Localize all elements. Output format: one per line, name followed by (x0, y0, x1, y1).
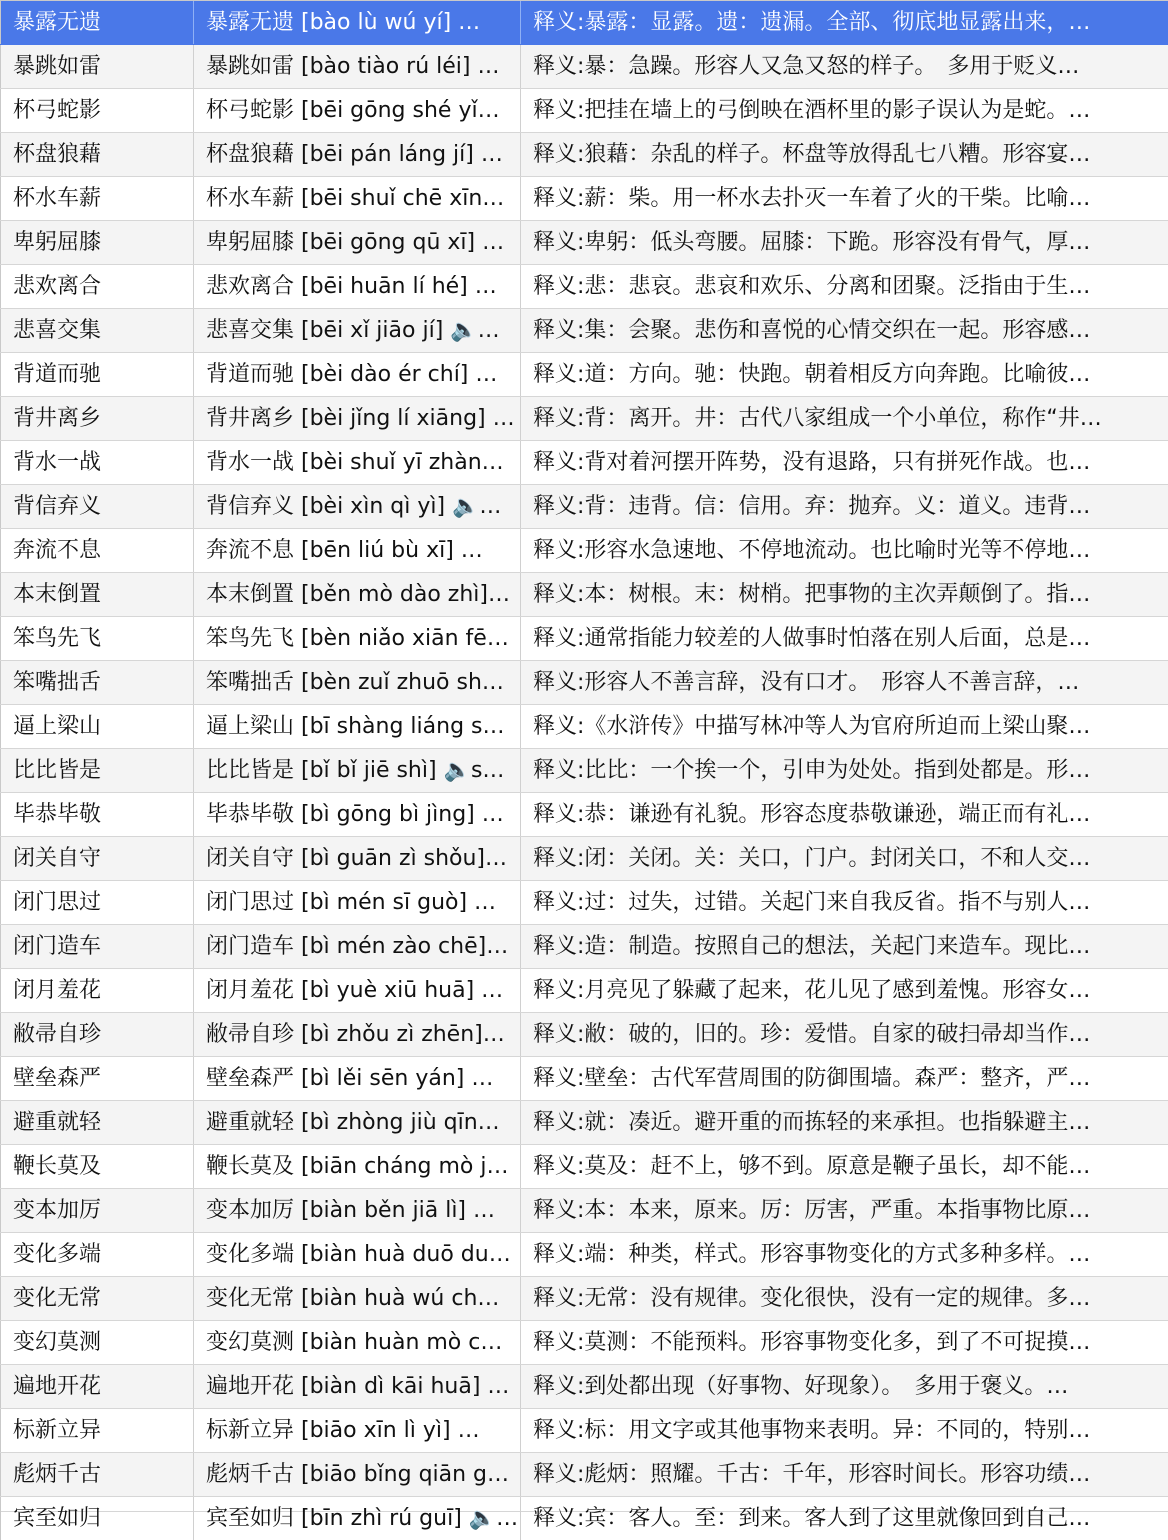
pinyin-cell: 变幻莫测 [biàn huàn mò c… (194, 1321, 521, 1364)
definition-cell: 释义:恭：谦逊有礼貌。形容态度恭敬谦逊，端正而有礼… (533, 802, 1091, 827)
definition-cell: 释义:宾：客人。至：到来。客人到了这里就像回到自己… (533, 1506, 1091, 1531)
idiom-cell: 背信弃义 (0, 485, 194, 528)
table-row[interactable] (0, 45, 1168, 89)
pinyin-cell: 本末倒置 [běn mò dào zhì]… (194, 573, 521, 616)
definition-cell: 释义:形容人不善言辞，没有口才。 形容人不善言辞，… (533, 670, 1080, 695)
pinyin-cell: 彪炳千古 [biāo bǐng qiān g… (194, 1453, 521, 1496)
definition-cell: 释义:就：凑近。避开重的而拣轻的来承担。也指躲避主… (533, 1110, 1091, 1135)
idiom-cell: 背水一战 (0, 441, 194, 484)
pinyin-cell: 悲欢离合 [bēi huān lí hé] … (194, 265, 521, 308)
pinyin-cell: 遍地开花 [biàn dì kāi huā] … (194, 1365, 521, 1408)
idiom-cell: 暴露无遗 (0, 1, 194, 44)
table-row[interactable] (0, 1057, 1168, 1101)
table-row[interactable] (0, 485, 1168, 529)
idiom-cell: 避重就轻 (0, 1101, 194, 1144)
table-row[interactable] (0, 969, 1168, 1013)
definition-cell: 释义:月亮见了躲藏了起来，花儿见了感到羞愧。形容女… (533, 978, 1091, 1003)
idiom-cell: 鞭长莫及 (0, 1145, 194, 1188)
pinyin-cell: 背井离乡 [bèi jǐng lí xiāng] … (194, 397, 521, 440)
pinyin-cell: 宾至如归 [bīn zhì rú guī] 🔈… (194, 1497, 521, 1540)
definition-cell: 释义:暴：急躁。形容人又急又怒的样子。 多用于贬义… (533, 54, 1080, 79)
pinyin-cell: 卑躬屈膝 [bēi gōng qū xī] … (194, 221, 521, 264)
table-row[interactable] (0, 1145, 1168, 1189)
idiom-cell: 笨嘴拙舌 (0, 661, 194, 704)
idiom-cell: 比比皆是 (0, 749, 194, 792)
definition-cell: 释义:悲：悲哀。悲哀和欢乐、分离和团聚。泛指由于生… (533, 274, 1091, 299)
idiom-cell: 标新立异 (0, 1409, 194, 1452)
table-row[interactable] (0, 133, 1168, 177)
table-row[interactable] (0, 617, 1168, 661)
table-row[interactable] (0, 1321, 1168, 1365)
table-row[interactable] (0, 1, 1168, 45)
pinyin-cell: 变化无常 [biàn huà wú ch… (194, 1277, 521, 1320)
idiom-cell: 闭月羞花 (0, 969, 194, 1012)
idiom-cell: 毕恭毕敬 (0, 793, 194, 836)
table-row[interactable] (0, 661, 1168, 705)
table-row[interactable] (0, 221, 1168, 265)
idiom-cell: 逼上梁山 (0, 705, 194, 748)
idiom-cell: 闭门造车 (0, 925, 194, 968)
pinyin-cell: 鞭长莫及 [biān cháng mò j… (194, 1145, 521, 1188)
pinyin-cell: 奔流不息 [bēn liú bù xī] … (194, 529, 521, 572)
definition-cell: 释义:薪：柴。用一杯水去扑灭一车着了火的干柴。比喻… (533, 186, 1091, 211)
idiom-cell: 杯弓蛇影 (0, 89, 194, 132)
idiom-cell: 宾至如归 (0, 1497, 194, 1540)
definition-cell: 释义:本：本来，原来。厉：厉害，严重。本指事物比原… (533, 1198, 1091, 1223)
pinyin-cell: 杯盘狼藉 [bēi pán láng jí] … (194, 133, 521, 176)
pinyin-cell: 避重就轻 [bì zhòng jiù qīn… (194, 1101, 521, 1144)
idiom-cell: 背道而驰 (0, 353, 194, 396)
pinyin-cell: 悲喜交集 [bēi xǐ jiāo jí] 🔈… (194, 309, 521, 352)
idiom-cell: 悲喜交集 (0, 309, 194, 352)
table-row[interactable] (0, 1409, 1168, 1453)
table-row[interactable] (0, 1365, 1168, 1409)
table-row[interactable] (0, 793, 1168, 837)
definition-cell: 释义:通常指能力较差的人做事时怕落在别人后面，总是… (533, 626, 1091, 651)
table-row[interactable] (0, 837, 1168, 881)
idiom-cell: 变化多端 (0, 1233, 194, 1276)
idiom-cell: 闭关自守 (0, 837, 194, 880)
table-row[interactable] (0, 441, 1168, 485)
definition-cell: 释义:过：过失，过错。关起门来自我反省。指不与别人… (533, 890, 1091, 915)
definition-cell: 释义:壁垒：古代军营周围的防御围墙。森严：整齐，严… (533, 1066, 1091, 1091)
pinyin-cell: 暴跳如雷 [bào tiào rú léi] … (194, 45, 521, 88)
definition-cell: 释义:《水浒传》中描写林冲等人为官府所迫而上梁山聚… (533, 714, 1091, 739)
table-row[interactable] (0, 177, 1168, 221)
definition-cell: 释义:闭：关闭。关：关口，门户。封闭关口，不和人交… (533, 846, 1091, 871)
definition-cell: 释义:敝：破的，旧的。珍：爱惜。自家的破扫帚却当作… (533, 1022, 1091, 1047)
table-row[interactable] (0, 529, 1168, 573)
idiom-cell: 敝帚自珍 (0, 1013, 194, 1056)
idiom-cell: 杯盘狼藉 (0, 133, 194, 176)
pinyin-cell: 背信弃义 [bèi xìn qì yì] 🔈… (194, 485, 521, 528)
definition-cell: 释义:背对着河摆开阵势，没有退路，只有拼死作战。也… (533, 450, 1091, 475)
pinyin-cell: 毕恭毕敬 [bì gōng bì jìng] … (194, 793, 521, 836)
idiom-cell: 笨鸟先飞 (0, 617, 194, 660)
pinyin-cell: 闭门造车 [bì mén zào chē]… (194, 925, 521, 968)
pinyin-cell: 逼上梁山 [bī shàng liáng s… (194, 705, 521, 748)
idiom-cell: 闭门思过 (0, 881, 194, 924)
idiom-cell: 变本加厉 (0, 1189, 194, 1232)
idiom-cell: 壁垒森严 (0, 1057, 194, 1100)
idiom-cell: 变化无常 (0, 1277, 194, 1320)
table-row[interactable] (0, 265, 1168, 309)
table-row[interactable] (0, 881, 1168, 925)
table-row[interactable] (0, 1497, 1168, 1531)
definition-cell: 释义:把挂在墙上的弓倒映在酒杯里的影子误认为是蛇。… (533, 98, 1091, 123)
definition-cell: 释义:卑躬：低头弯腰。屈膝：下跪。形容没有骨气，厚… (533, 230, 1091, 255)
pinyin-cell: 比比皆是 [bǐ bǐ jiē shì] 🔈s… (194, 749, 521, 792)
table-row[interactable] (0, 1013, 1168, 1057)
idiom-cell: 遍地开花 (0, 1365, 194, 1408)
pinyin-cell: 敝帚自珍 [bì zhǒu zì zhēn]… (194, 1013, 521, 1056)
idiom-cell: 杯水车薪 (0, 177, 194, 220)
pinyin-cell: 暴露无遗 [bào lù wú yí] … (194, 1, 521, 44)
pinyin-cell: 闭月羞花 [bì yuè xiū huā] … (194, 969, 521, 1012)
definition-cell: 释义:背：违背。信：信用。弃：抛弃。义：道义。违背… (533, 494, 1091, 519)
table-row[interactable] (0, 1101, 1168, 1145)
table-row[interactable] (0, 1233, 1168, 1277)
pinyin-cell: 变本加厉 [biàn běn jiā lì] … (194, 1189, 521, 1232)
idiom-cell: 背井离乡 (0, 397, 194, 440)
definition-cell: 释义:形容水急速地、不停地流动。也比喻时光等不停地… (533, 538, 1091, 563)
definition-cell: 释义:端：种类，样式。形容事物变化的方式多种多样。… (533, 1242, 1091, 1267)
table-row[interactable] (0, 1189, 1168, 1233)
table-row[interactable] (0, 89, 1168, 133)
table-row[interactable] (0, 1277, 1168, 1321)
definition-cell: 释义:标：用文字或其他事物来表明。异：不同的，特别… (533, 1418, 1091, 1443)
definition-cell: 释义:莫测：不能预料。形容事物变化多，到了不可捉摸… (533, 1330, 1091, 1355)
definition-cell: 释义:造：制造。按照自己的想法，关起门来造车。现比… (533, 934, 1091, 959)
idiom-cell: 彪炳千古 (0, 1453, 194, 1496)
pinyin-cell: 闭关自守 [bì guān zì shǒu]… (194, 837, 521, 880)
table-row[interactable] (0, 353, 1168, 397)
definition-cell: 释义:本：树根。末：树梢。把事物的主次弄颠倒了。指… (533, 582, 1091, 607)
pinyin-cell: 标新立异 [biāo xīn lì yì] … (194, 1409, 521, 1452)
table-row[interactable] (0, 749, 1168, 793)
idiom-cell: 悲欢离合 (0, 265, 194, 308)
pinyin-cell: 杯弓蛇影 [bēi gōng shé yǐ… (194, 89, 521, 132)
definition-cell: 释义:彪炳：照耀。千古：千年，形容时间长。形容功绩… (533, 1462, 1091, 1487)
definition-cell: 释义:集：会聚。悲伤和喜悦的心情交织在一起。形容感… (533, 318, 1091, 343)
idiom-cell: 奔流不息 (0, 529, 194, 572)
idiom-cell: 卑躬屈膝 (0, 221, 194, 264)
pinyin-cell: 背道而驰 [bèi dào ér chí] … (194, 353, 521, 396)
definition-cell: 释义:暴露：显露。遗：遗漏。全部、彻底地显露出来，… (533, 10, 1091, 35)
definition-cell: 释义:到处都出现（好事物、好现象）。 多用于褒义。… (533, 1374, 1069, 1399)
pinyin-cell: 杯水车薪 [bēi shuǐ chē xīn… (194, 177, 521, 220)
pinyin-cell: 变化多端 [biàn huà duō du… (194, 1233, 521, 1276)
idiom-cell: 变幻莫测 (0, 1321, 194, 1364)
pinyin-cell: 笨鸟先飞 [bèn niǎo xiān fē… (194, 617, 521, 660)
pinyin-cell: 壁垒森严 [bì lěi sēn yán] … (194, 1057, 521, 1100)
pinyin-cell: 背水一战 [bèi shuǐ yī zhàn… (194, 441, 521, 484)
idiom-cell: 本末倒置 (0, 573, 194, 616)
table-row[interactable] (0, 705, 1168, 749)
table-row[interactable] (0, 573, 1168, 617)
pinyin-cell: 闭门思过 [bì mén sī guò] … (194, 881, 521, 924)
table-row[interactable] (0, 397, 1168, 441)
definition-cell: 释义:狼藉：杂乱的样子。杯盘等放得乱七八糟。形容宴… (533, 142, 1091, 167)
table-row[interactable] (0, 1453, 1168, 1497)
table-row[interactable] (0, 309, 1168, 353)
table-row[interactable] (0, 925, 1168, 969)
definition-cell: 释义:背：离开。井：古代八家组成一个小单位，称作“井… (533, 406, 1102, 431)
pinyin-cell: 笨嘴拙舌 [bèn zuǐ zhuō sh… (194, 661, 521, 704)
definition-cell: 释义:莫及：赶不上，够不到。原意是鞭子虽长，却不能… (533, 1154, 1091, 1179)
definition-cell: 释义:比比：一个挨一个，引申为处处。指到处都是。形… (533, 758, 1091, 783)
idiom-cell: 暴跳如雷 (0, 45, 194, 88)
definition-cell: 释义:道：方向。驰：快跑。朝着相反方向奔跑。比喻彼… (533, 362, 1091, 387)
definition-cell: 释义:无常：没有规律。变化很快，没有一定的规律。多… (533, 1286, 1091, 1311)
